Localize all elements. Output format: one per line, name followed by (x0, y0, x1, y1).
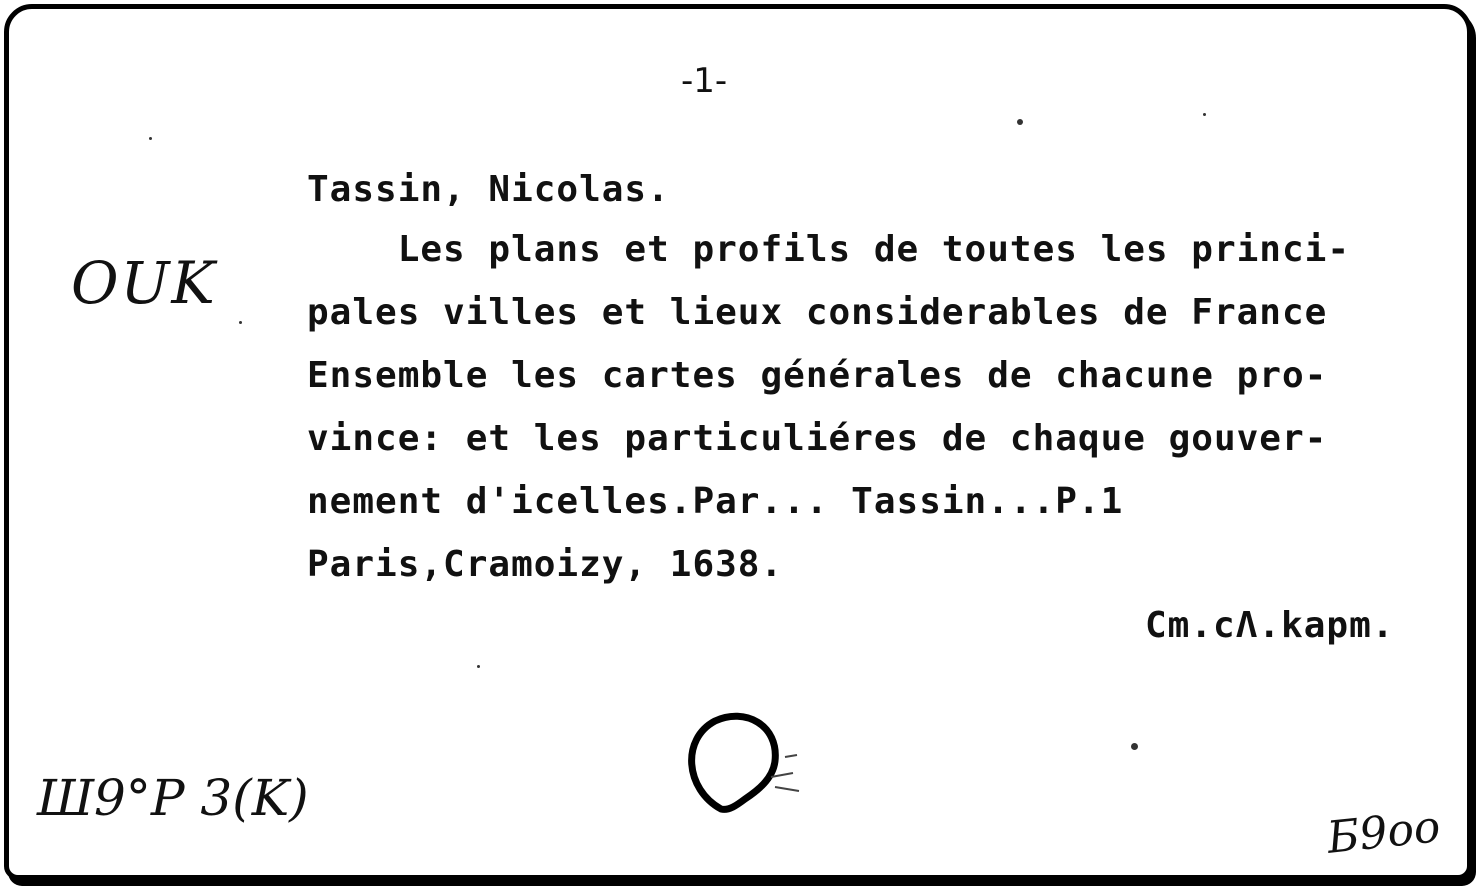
title-line-1: Les plans et profils de toutes les princi- (307, 229, 1350, 270)
imprint: Paris,Cramoizy, 1638. (307, 544, 784, 585)
title-line-4: vince: et les particuliéres de chaque gouver- (307, 418, 1328, 459)
catalog-card (4, 4, 1472, 880)
author-heading: Tassin, Nicolas. (307, 169, 670, 210)
page-number: -1- (681, 61, 728, 101)
punch-hole-icon (675, 699, 835, 839)
scan-speck (1203, 113, 1206, 116)
inventory-number-handwritten: Б9oo (1324, 801, 1443, 864)
title-line-3: Ensemble les cartes générales de chacune pro- (307, 355, 1328, 396)
scan-speck (1131, 743, 1138, 750)
scan-speck (239, 321, 242, 324)
scan-speck (149, 137, 152, 140)
shelfmark-handwritten: Ш9°P 3(K) (37, 769, 309, 827)
title-line-2: pales villes et lieux considerables de France (307, 292, 1328, 333)
title-line-5: nement d'icelles.Par... Tassin...P.1 (307, 481, 1124, 522)
scan-speck (1017, 119, 1023, 125)
location-code-handwritten: OUK (71, 249, 217, 317)
scan-speck (477, 665, 480, 668)
see-also-note: Cm.cΛ.kapm. (1145, 605, 1395, 646)
